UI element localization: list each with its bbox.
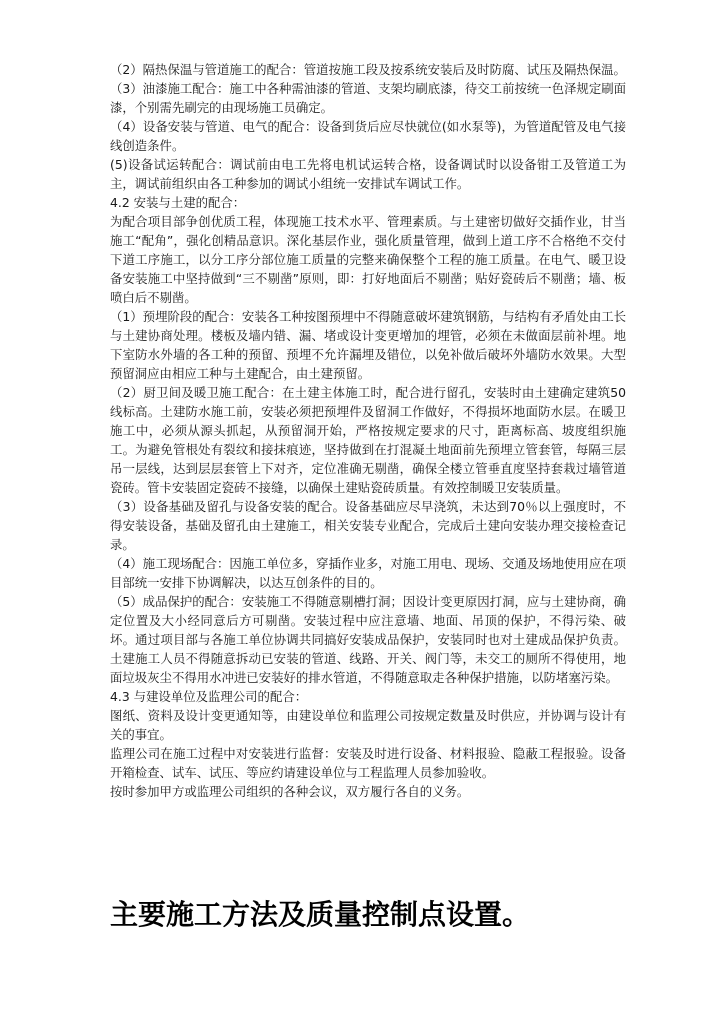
paragraph-kitchen-bath-plumbing: （2）厨卫间及暖卫施工配合：在土建主体施工时，配合进行留孔，安装时由土建确定建筑50线标高。土建防水施工前，安装必须把预埋件及留洞工作做好，不得损坏地面防水层。在暖卫施工中，必须从源头抓起，从预留洞开始，严格按规定要求的尺寸，距离标高、坡度组织施工。为避免管根处有裂纹和接抹痕迹，坚持做到在打混凝土地面前先预埋立管套管，每隔三层吊一层线，达到层层套管上下对齐，定位准确无剔凿，确保全楼立管垂直度坚持套栽过墙管道瓷砖。管卡安装固定瓷砖不接缝，以确保土建贴瓷砖质量。有效控制暖卫安装质量。 <box>110 385 626 495</box>
paragraph-embedding-stage: （1）预埋阶段的配合：安装各工种按图预埋中不得随意破坏建筑钢筋，与结构有矛盾处由工长与土建协商处理。楼板及墙内错、漏、堵或设计变更增加的埋管，必须在未做面层前补埋。地下室防水外墙的各工种的预留、预埋不允许漏埋及错位，以免补做后破坏外墙防水效果。大型预留洞应由相应工种与土建配合，由土建预留。 <box>110 309 626 381</box>
paragraph-meetings: 按时参加甲方或监理公司组织的各种会议，双方履行各自的义务。 <box>110 784 470 799</box>
paragraph-civil-coordination-intro: 为配合项目部争创优质工程，体现施工技术水平、管理素质。与土建密切做好交插作业，甘当施工“配角”，强化创精品意识。深化基层作业，强化质量管理，做到上道工序不合格绝不交付下道工序施工，以分工序分部位施工质量的完整来确保整个工程的施工质量。在电气、暖卫设备安装施工中坚持做到“三不剔凿”原则，即：打好地面后不剔凿；贴好瓷砖后不剔凿；墙、板喷白后不剔凿。 <box>110 214 626 305</box>
paragraph-finished-product-protection: （5）成品保护的配合：安装施工不得随意剔槽打洞；因设计变更原因打洞，应与土建协商，确定位置及大小经同意后方可剔凿。安装过程中应注意墙、地面、吊顶的保护，不得污染、破坏。通过项目部与各施工单位协调共同搞好安装成品保护，安装同时也对土建成品保护负责。土建施工人员不得随意拆动已安装的管道、线路、开关、阀门等，未交工的厕所不得使用，地面垃圾灰尘不得用水冲进已安装好的排水管道，不得随意取走各种保护措施，以防堵塞污染。 <box>110 594 626 685</box>
paragraph-painting-coordination: （3）油漆施工配合：施工中各种需油漆的管道、支架均刷底漆，待交工前按统一色泽规定刷面漆，个别需先刷完的由现场施工员确定。 <box>110 81 626 115</box>
paragraph-equipment-piping-electrical: （4）设备安装与管道、电气的配合：设备到货后应尽快就位(如水泵等)，为管道配管及电气接线创造条件。 <box>110 119 626 153</box>
paragraph-equipment-trial-run: (5)设备试运转配合：调试前由电工先将电机试运转合格，设备调试时以设备钳工及管道工为主，调试前组织由各工种参加的调试小组统一安排试车调试工作。 <box>110 157 626 191</box>
document-body <box>110 60 626 801</box>
paragraph-insulation-coordination: （2）隔热保温与管道施工的配合：管道按施工段及按系统安装后及时防腐、试压及隔热保温。 <box>110 62 626 77</box>
paragraph-drawings-supply: 图纸、资料及设计变更通知等，由建设单位和监理公司按规定数量及时供应，并协调与设计有关的事宜。 <box>110 708 626 742</box>
paragraph-supervision: 监理公司在施工过程中对安装进行监督：安装及时进行设备、材料报验、隐蔽工程报验。设备开箱检查、试车、试压、等应约请建设单位与工程监理人员参加验收。 <box>110 746 626 780</box>
section-heading-4-2: 4.2 安装与土建的配合： <box>110 195 246 210</box>
main-heading: 主要施工方法及质量控制点设置。 <box>110 898 531 931</box>
paragraph-equipment-foundation: （3）设备基础及留孔与设备安装的配合。设备基础应尽早浇筑，未达到70％以上强度时，不得安装设备，基础及留孔由土建施工，相关安装专业配合，完成后土建向安装办理交接检查记录。 <box>110 499 626 552</box>
paragraph-site-coordination: （4）施工现场配合：因施工单位多，穿插作业多，对施工用电、现场、交通及场地使用应在项目部统一安排下协调解决，以达互创条件的目的。 <box>110 556 626 590</box>
section-heading-4-3: 4.3 与建设单位及监理公司的配合： <box>110 689 308 704</box>
